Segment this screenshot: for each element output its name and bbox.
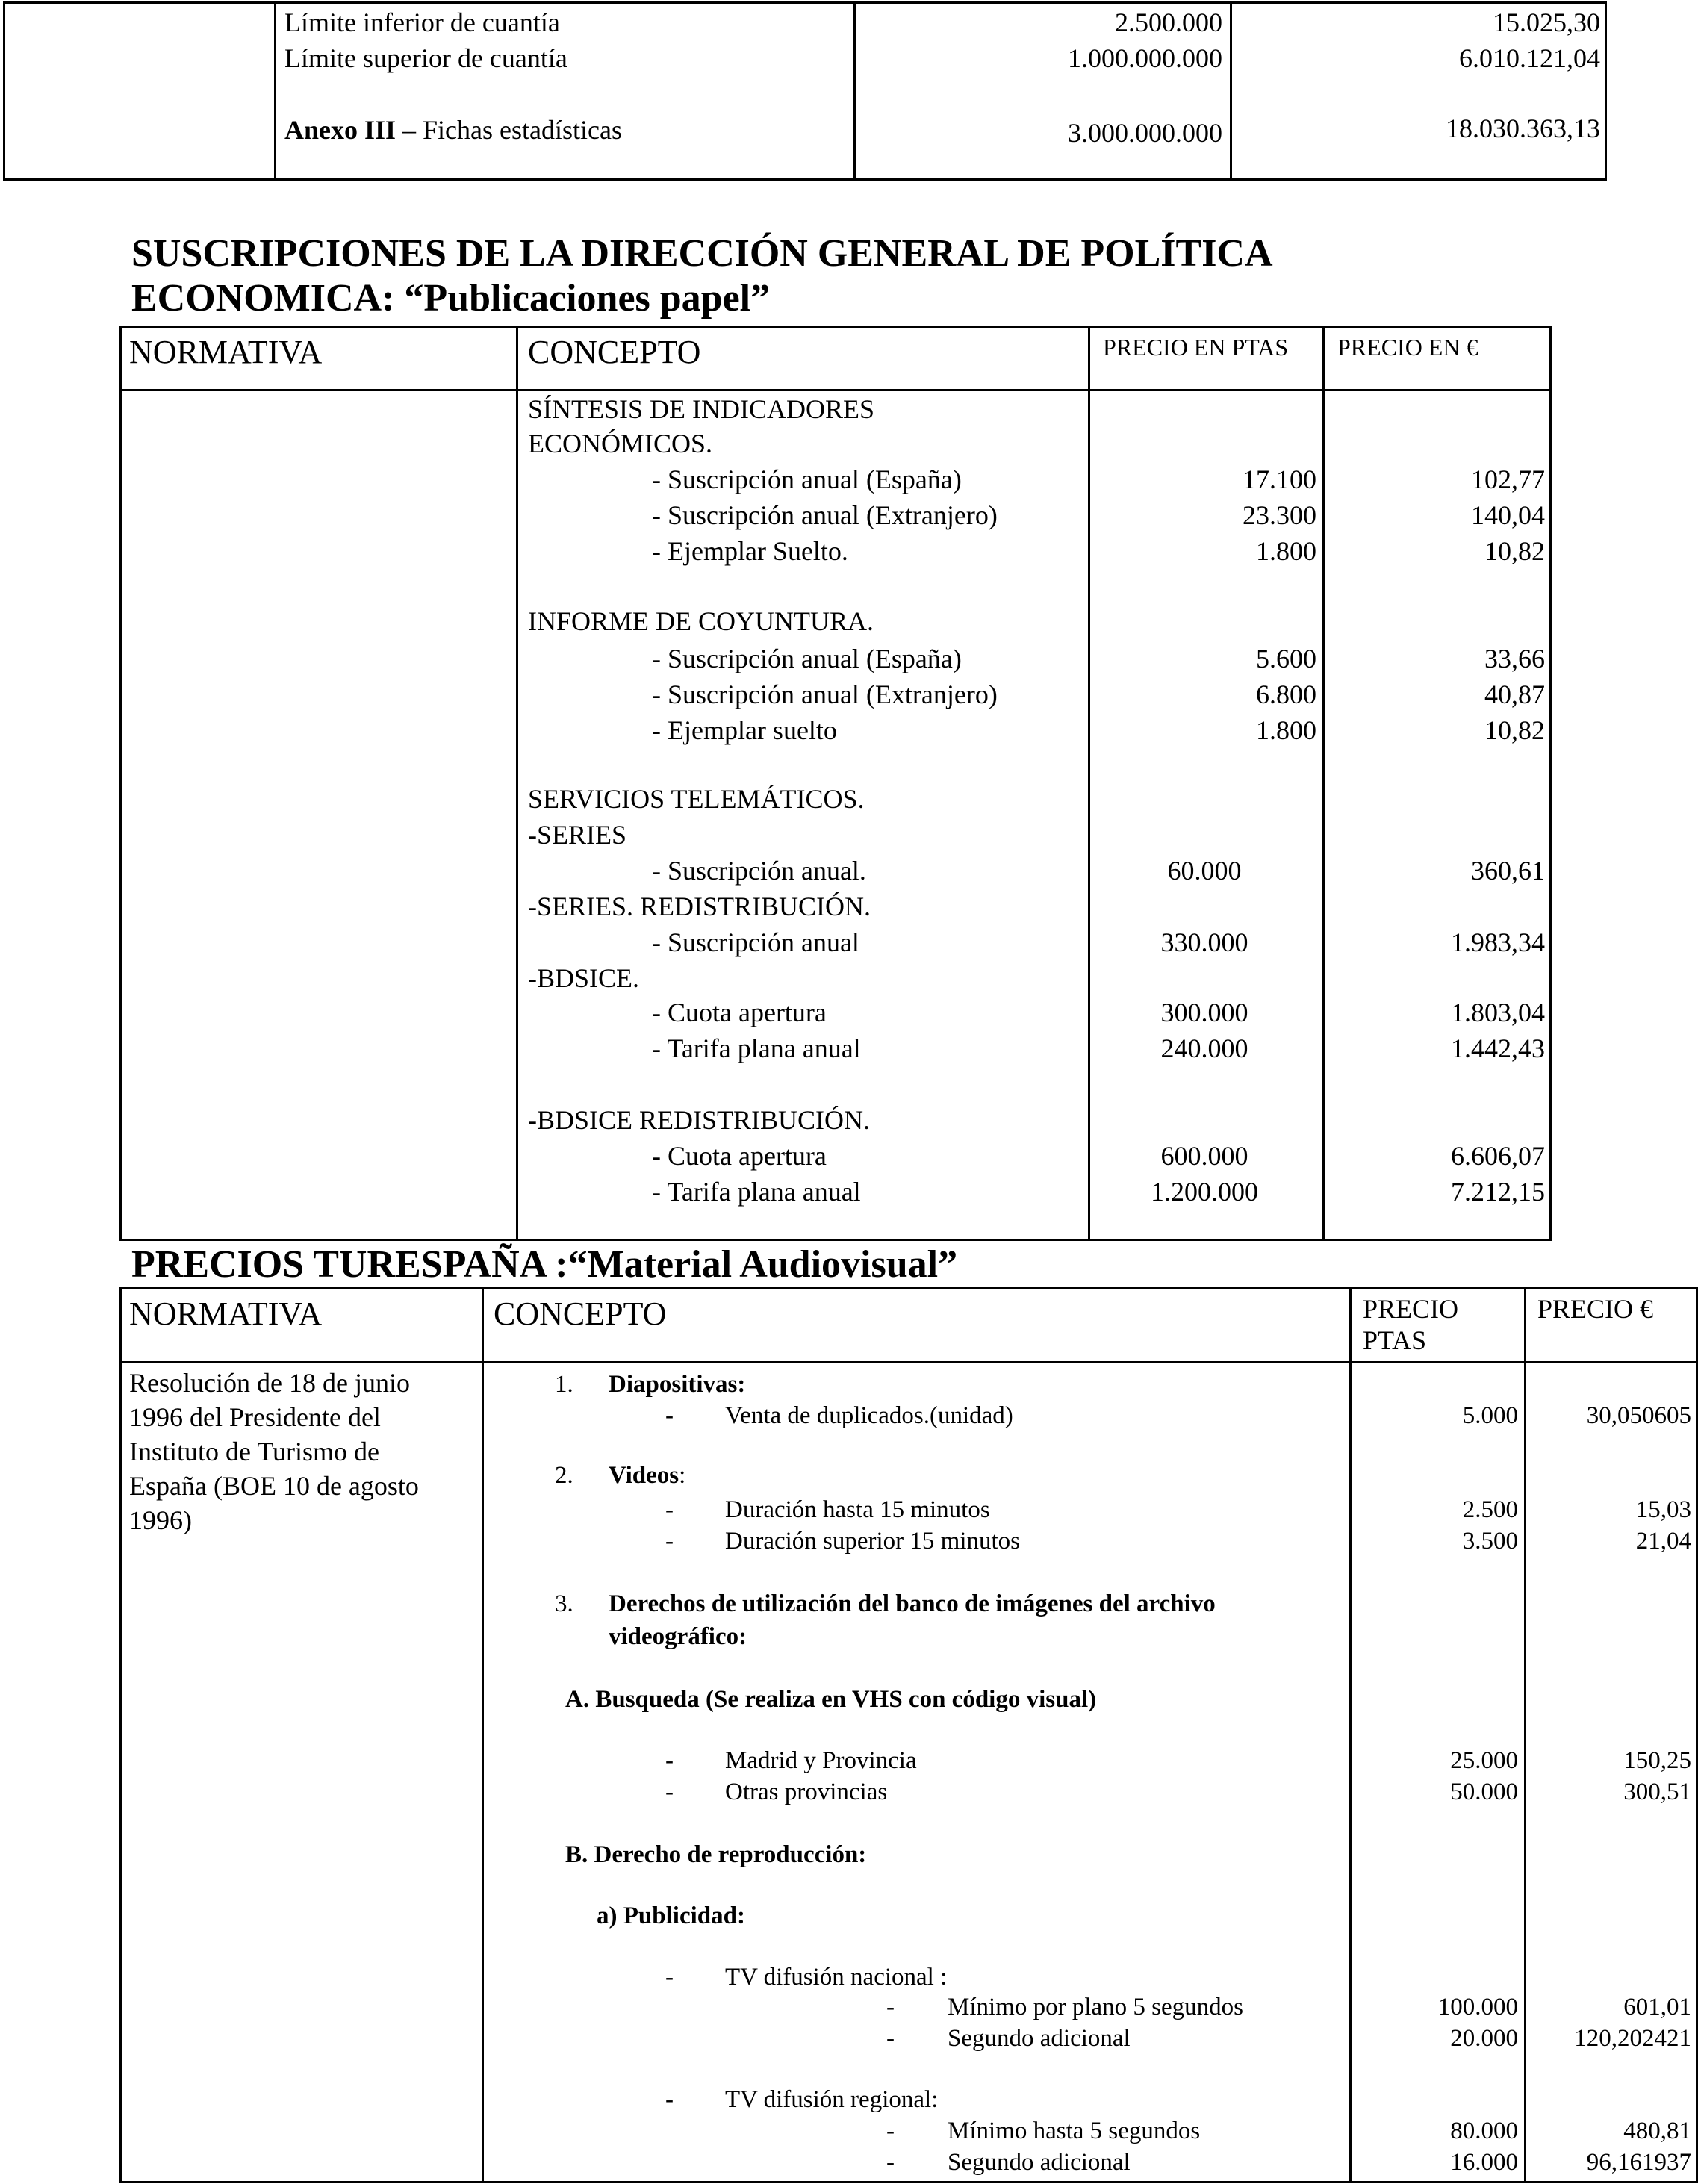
column-divider xyxy=(1524,1289,1526,2181)
item-euro: 30,050605 xyxy=(1586,1402,1691,1429)
annex-rest: – Fichas estadísticas xyxy=(396,115,622,145)
item-number: 1. xyxy=(555,1371,573,1398)
header-concepto: CONCEPTO xyxy=(528,334,701,370)
top-table xyxy=(3,1,1607,181)
column-divider xyxy=(1088,328,1090,1239)
header-concepto: CONCEPTO xyxy=(494,1295,667,1332)
bullet: - xyxy=(886,2025,895,2052)
item-label: Madrid y Provincia xyxy=(725,1747,917,1774)
normativa-line: Resolución de 18 de junio xyxy=(129,1368,410,1398)
concept-line: SÍNTESIS DE INDICADORES xyxy=(528,394,875,424)
concept-item: - Ejemplar Suelto. xyxy=(652,536,848,566)
item-euro: 21,04 xyxy=(1635,1528,1691,1555)
price-ptas: 60.000 xyxy=(1167,856,1242,886)
column-divider xyxy=(1349,1289,1352,2181)
normativa-line: 1996 del Presidente del xyxy=(129,1402,381,1432)
price-ptas: 600.000 xyxy=(1160,1141,1248,1171)
bullet: - xyxy=(665,1496,674,1523)
bullet: - xyxy=(886,1994,895,2020)
bullet: - xyxy=(665,1528,674,1555)
item-ptas: 20.000 xyxy=(1450,2025,1518,2052)
bullet: - xyxy=(665,1779,674,1805)
item-label: Segundo adicional xyxy=(948,2025,1131,2052)
price-euro: 102,77 xyxy=(1471,464,1545,494)
item-ptas: 25.000 xyxy=(1450,1747,1518,1774)
subheading: B. Derecho de reproducción: xyxy=(565,1841,867,1868)
subheading: a) Publicidad: xyxy=(597,1903,745,1929)
item-euro: 15,03 xyxy=(1635,1496,1691,1523)
item-ptas: 100.000 xyxy=(1437,1994,1518,2020)
item-euro: 120,202421 xyxy=(1574,2025,1691,2052)
price-ptas: 6.800 xyxy=(1256,679,1316,709)
row-ptas: 2.500.000 xyxy=(1115,7,1222,37)
item-ptas: 5.000 xyxy=(1462,1402,1518,1429)
concept-line: -SERIES xyxy=(528,820,627,850)
item-label: TV difusión regional: xyxy=(725,2086,939,2113)
item-euro: 96,161937 xyxy=(1586,2149,1691,2176)
item-ptas: 50.000 xyxy=(1450,1779,1518,1805)
price-ptas: 1.200.000 xyxy=(1151,1177,1258,1207)
header-ptas: PTAS xyxy=(1363,1325,1427,1355)
item-ptas: 16.000 xyxy=(1450,2149,1518,2176)
price-ptas: 300.000 xyxy=(1160,998,1248,1027)
price-ptas: 330.000 xyxy=(1160,927,1248,957)
concept-line: INFORME DE COYUNTURA. xyxy=(528,606,874,636)
item-heading: Derechos de utilización del banco de imágenes del archivo xyxy=(609,1590,1216,1617)
item-euro: 150,25 xyxy=(1623,1747,1691,1774)
price-ptas: 5.600 xyxy=(1256,644,1316,673)
normativa-line: España (BOE 10 de agosto xyxy=(129,1471,419,1501)
row-label: Límite inferior de cuantía xyxy=(284,7,560,37)
normativa-line: 1996) xyxy=(129,1505,192,1535)
item-label: Venta de duplicados.(unidad) xyxy=(725,1402,1013,1429)
price-euro: 140,04 xyxy=(1471,500,1545,530)
price-ptas: 17.100 xyxy=(1243,464,1316,494)
concept-item: - Suscripción anual (España) xyxy=(652,464,962,494)
section-title: SUSCRIPCIONES DE LA DIRECCIÓN GENERAL DE POLÍTICA xyxy=(131,232,1273,275)
bullet: - xyxy=(665,1964,674,1991)
section-title: ECONOMICA: “Publicaciones papel” xyxy=(131,277,771,320)
header-ptas: PRECIO EN PTAS xyxy=(1103,334,1289,361)
annex-ptas: 3.000.000.000 xyxy=(1068,118,1222,148)
concept-item: - Suscripción anual (Extranjero) xyxy=(652,679,998,709)
concept-line: SERVICIOS TELEMÁTICOS. xyxy=(528,784,865,814)
item-ptas: 2.500 xyxy=(1462,1496,1518,1523)
price-euro: 10,82 xyxy=(1484,536,1545,566)
item-label: Duración superior 15 minutos xyxy=(725,1528,1021,1555)
item-label: Mínimo hasta 5 segundos xyxy=(948,2118,1201,2144)
concept-item: - Suscripción anual (España) xyxy=(652,644,962,673)
item-ptas: 3.500 xyxy=(1462,1528,1518,1555)
concept-item: - Suscripción anual xyxy=(652,927,859,957)
normativa-line: Instituto de Turismo de xyxy=(129,1437,380,1466)
header-normativa: NORMATIVA xyxy=(129,1295,323,1332)
concept-line: -BDSICE. xyxy=(528,963,640,993)
annex-bold: Anexo III xyxy=(284,115,396,145)
price-euro: 360,61 xyxy=(1471,856,1545,886)
concept-item: - Cuota apertura xyxy=(652,998,827,1027)
column-divider xyxy=(1230,4,1232,178)
concept-item: - Suscripción anual. xyxy=(652,856,866,886)
bullet: - xyxy=(665,2086,674,2113)
price-ptas: 1.800 xyxy=(1256,715,1316,745)
item-heading: videográfico: xyxy=(609,1623,747,1650)
item-number: 3. xyxy=(555,1590,573,1617)
price-euro: 33,66 xyxy=(1484,644,1545,673)
item-euro: 601,01 xyxy=(1623,1994,1691,2020)
concept-item: - Cuota apertura xyxy=(652,1141,827,1171)
price-ptas: 240.000 xyxy=(1160,1033,1248,1063)
row-euro: 15.025,30 xyxy=(1493,7,1600,37)
concept-line: -BDSICE REDISTRIBUCIÓN. xyxy=(528,1105,871,1135)
price-euro: 40,87 xyxy=(1484,679,1545,709)
bullet: - xyxy=(886,2149,895,2176)
column-divider xyxy=(1322,328,1325,1239)
item-euro: 300,51 xyxy=(1623,1779,1691,1805)
row-label: Límite superior de cuantía xyxy=(284,43,567,73)
column-divider xyxy=(516,328,518,1239)
header-divider xyxy=(122,1361,1696,1363)
column-divider xyxy=(274,4,276,178)
price-euro: 1.983,34 xyxy=(1451,927,1545,957)
item-number: 2. xyxy=(555,1462,573,1489)
header-euro: PRECIO EN € xyxy=(1337,334,1478,361)
concept-item: - Suscripción anual (Extranjero) xyxy=(652,500,998,530)
price-euro: 1.803,04 xyxy=(1451,998,1545,1027)
item-label: Segundo adicional xyxy=(948,2149,1131,2176)
audiovisual-table xyxy=(119,1287,1698,2183)
concept-line: ECONÓMICOS. xyxy=(528,429,713,458)
price-euro: 10,82 xyxy=(1484,715,1545,745)
annex-euro: 18.030.363,13 xyxy=(1446,113,1600,143)
price-euro: 7.212,15 xyxy=(1451,1177,1545,1207)
bullet: - xyxy=(665,1747,674,1774)
section-title: PRECIOS TURESPAÑA :“Material Audiovisual” xyxy=(131,1243,958,1286)
item-heading xyxy=(609,1460,685,1491)
price-ptas: 1.800 xyxy=(1256,536,1316,566)
annex-label xyxy=(284,113,622,147)
header-divider xyxy=(122,389,1549,391)
header-ptas: PRECIO xyxy=(1363,1294,1459,1324)
concept-item: - Tarifa plana anual xyxy=(652,1033,861,1063)
bullet: - xyxy=(665,1402,674,1429)
header-normativa: NORMATIVA xyxy=(129,334,323,370)
concept-line: -SERIES. REDISTRIBUCIÓN. xyxy=(528,892,871,921)
videos-label: Videos xyxy=(609,1462,679,1489)
price-euro: 1.442,43 xyxy=(1451,1033,1545,1063)
column-divider xyxy=(853,4,856,178)
row-euro: 6.010.121,04 xyxy=(1459,43,1600,73)
item-label: TV difusión nacional : xyxy=(725,1964,948,1991)
header-euro: PRECIO € xyxy=(1537,1294,1654,1324)
concept-item: - Ejemplar suelto xyxy=(652,715,837,745)
bullet: - xyxy=(886,2118,895,2144)
column-divider xyxy=(482,1289,484,2181)
item-euro: 480,81 xyxy=(1623,2118,1691,2144)
concept-item: - Tarifa plana anual xyxy=(652,1177,861,1207)
subheading: A. Busqueda (Se realiza en VHS con código visual) xyxy=(565,1686,1097,1713)
item-heading: Diapositivas: xyxy=(609,1371,746,1398)
videos-colon: : xyxy=(679,1462,686,1489)
subscriptions-table xyxy=(119,326,1552,1241)
item-label: Otras provincias xyxy=(725,1779,888,1805)
item-ptas: 80.000 xyxy=(1450,2118,1518,2144)
row-ptas: 1.000.000.000 xyxy=(1068,43,1222,73)
price-ptas: 23.300 xyxy=(1243,500,1316,530)
item-label: Mínimo por plano 5 segundos xyxy=(948,1994,1243,2020)
price-euro: 6.606,07 xyxy=(1451,1141,1545,1171)
item-label: Duración hasta 15 minutos xyxy=(725,1496,990,1523)
